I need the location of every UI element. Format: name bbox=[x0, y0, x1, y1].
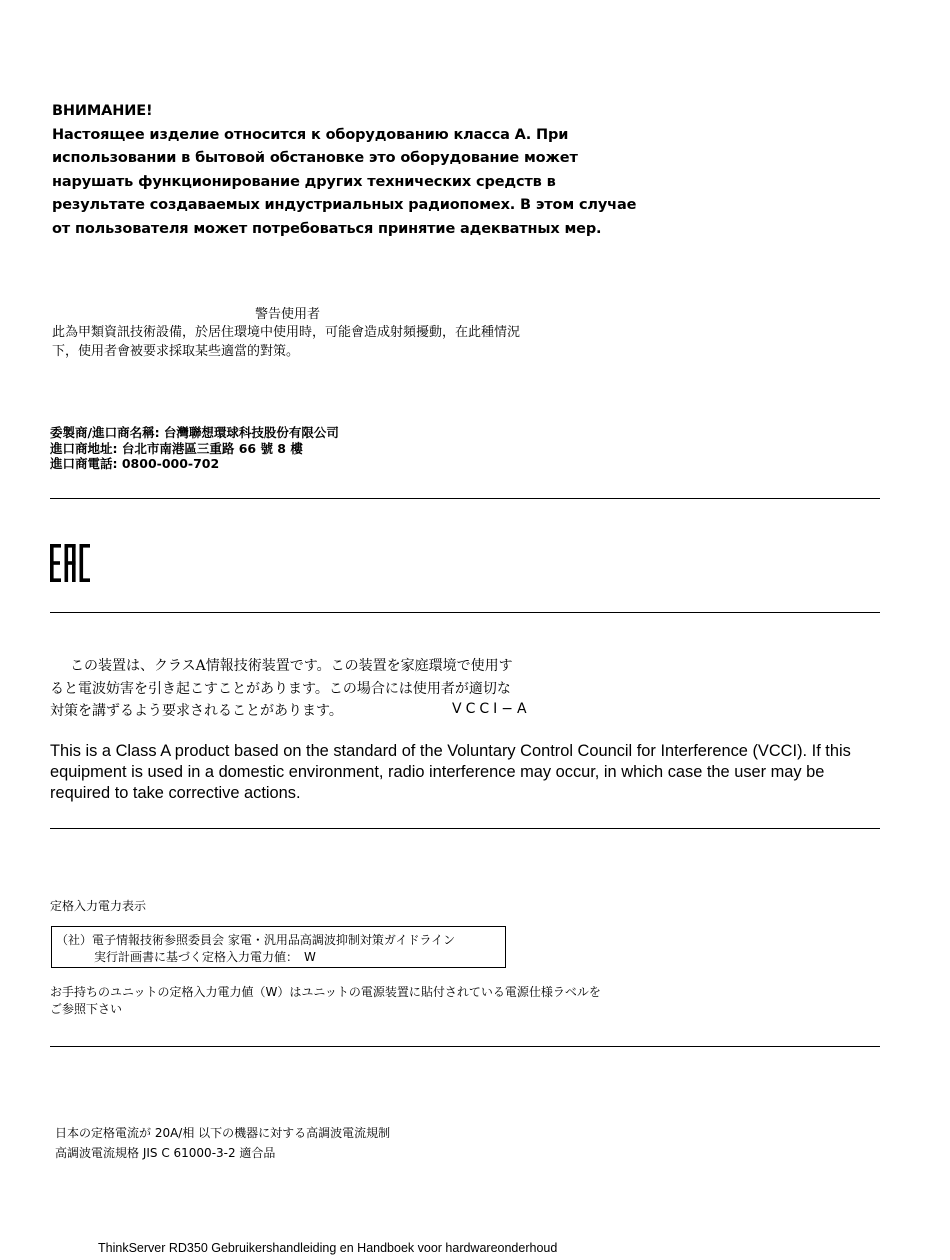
russian-class-a-notice bbox=[52, 100, 672, 242]
rated-input-box-line: （社）電子情報技術参照委員会 家電・汎用品高調波抑制対策ガイドライン bbox=[56, 933, 456, 947]
importer-phone: 進口商電話: 0800-000-702 bbox=[50, 456, 220, 471]
russian-notice-line: от пользователя может потребоваться принятие адекватных мер. bbox=[52, 220, 602, 237]
taiwan-warning-title: 警告使用者 bbox=[255, 307, 321, 322]
vcci-japanese-notice bbox=[50, 655, 513, 723]
section-divider bbox=[50, 828, 880, 829]
russian-notice-line: Настоящее изделие относится к оборудованию класса А. При bbox=[52, 126, 569, 143]
taiwan-warning-body bbox=[52, 323, 520, 361]
taiwan-importer-info bbox=[50, 425, 339, 472]
russian-notice-line: результате создаваемых индустриальных радиопомех. В этом случае bbox=[52, 197, 637, 214]
rated-input-box bbox=[51, 926, 506, 968]
vcci-class-mark: VCCI−A bbox=[452, 701, 531, 717]
harmonics-compliance bbox=[55, 1123, 390, 1163]
vcci-jp-line: ると電波妨害を引き起こすことがあります。この場合には使用者が適切な bbox=[50, 680, 511, 697]
russian-notice-line: нарушать функционирование других технических средств в bbox=[52, 173, 556, 190]
section-divider bbox=[50, 612, 880, 613]
page-footer: ThinkServer RD350 Gebruikershandleiding en Handboek voor hardwareonderhoud bbox=[98, 1241, 558, 1255]
section-divider bbox=[50, 498, 880, 499]
eac-logo bbox=[50, 544, 90, 582]
taiwan-warning-line: 下，使用者會被要求採取某些適當的對策。 bbox=[52, 344, 300, 359]
vcci-jp-line: 対策を講ずるよう要求されることがあります。 bbox=[50, 703, 343, 719]
importer-name: 委製商/進口商名稱: 台灣聯想環球科技股份有限公司 bbox=[50, 425, 339, 440]
rated-input-note bbox=[50, 984, 601, 1018]
rated-input-box-line: 実行計画書に基づく定格入力電力値： W bbox=[94, 950, 316, 964]
russian-notice-line: использовании в бытовой обстановке это оборудование может bbox=[52, 150, 578, 167]
vcci-jp-line: この装置は、クラスA情報技術装置です。この装置を家庭環境で使用す bbox=[70, 658, 513, 674]
section-divider bbox=[50, 1046, 880, 1047]
harmonics-line: 高調波電流規格 JIS C 61000-3-2 適合品 bbox=[55, 1146, 276, 1160]
harmonics-line: 日本の定格電流が 20A/相 以下の機器に対する高調波電流規制 bbox=[55, 1126, 391, 1140]
rated-input-note-line: ご参照下さい bbox=[50, 1002, 123, 1016]
rated-input-title: 定格入力電力表示 bbox=[50, 899, 147, 913]
russian-notice-heading: ВНИМАНИЕ! bbox=[52, 103, 153, 119]
importer-address: 進口商地址: 台北市南港區三重路 66 號 8 樓 bbox=[50, 440, 303, 456]
rated-input-note-line: お手持ちのユニットの定格入力電力値（W）はユニットの電源装置に貼付されている電源仕様ラベルを bbox=[50, 985, 601, 999]
vcci-english-notice: This is a Class A product based on the standard of the Voluntary Control Council for Interference (VCCI). If this equipment is used in a domestic environment, radio interference may occur, in which case the user may be required to take corrective actions. bbox=[50, 742, 851, 802]
taiwan-warning-line: 此為甲類資訊技術設備，於居住環境中使用時，可能會造成射頻擾動，在此種情況 bbox=[52, 325, 521, 340]
